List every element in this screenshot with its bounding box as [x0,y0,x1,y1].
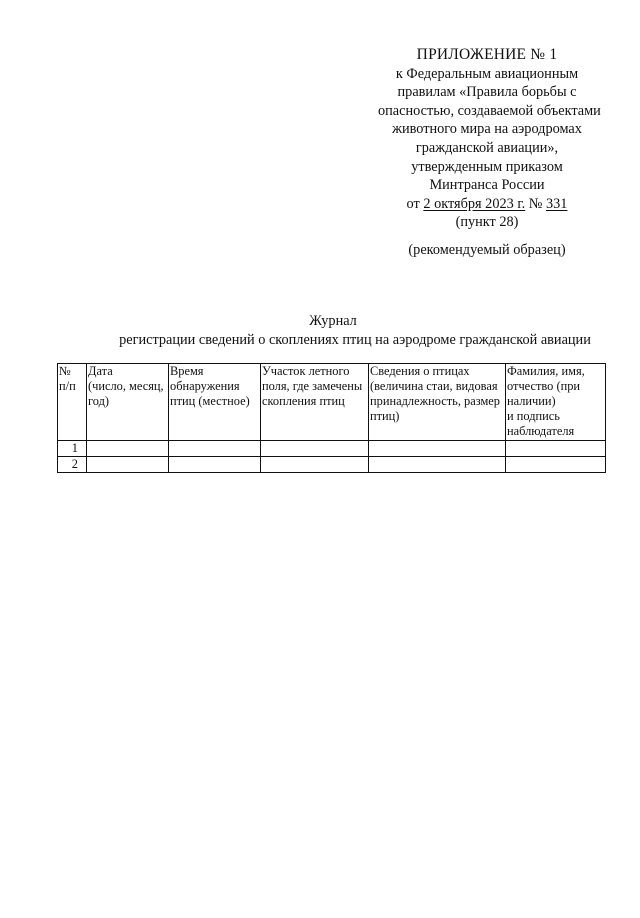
col-header-time: Время обнаружения птиц (местное) [169,364,261,441]
appendix-line: правилам «Правила борьбы с [397,84,577,101]
table-row [58,457,606,473]
appendix-block [378,46,601,232]
table-cell [87,457,169,473]
col-header-date: Дата (число, месяц, год) [87,364,169,441]
appendix-line: опасностью, создаваемой объектами [378,102,601,119]
table-cell [506,457,606,473]
order-prefix: от [406,195,424,212]
appendix-line: Минтранса России [429,177,545,194]
order-reference [378,195,596,214]
order-number-label: № [525,195,546,212]
appendix-line: утвержденным приказом [411,158,563,175]
row-number: 1 [58,441,87,457]
table-header-row [58,364,606,441]
table-cell [169,457,261,473]
journal-table [57,363,606,473]
col-header-bird-info: Сведения о птицах (величина стаи, видовая принадлежность, размер птиц) [369,364,506,441]
table-cell [261,457,369,473]
col-header-observer: Фамилия, имя, отчество (при наличии) и подпись наблюдателя [506,364,606,441]
appendix-line: животного мира на аэродромах [392,121,582,138]
journal-heading [0,312,640,350]
table-cell [261,441,369,457]
row-number: 2 [58,457,87,473]
sample-note: (рекомендуемый образец) [408,242,566,258]
appendix-line: гражданской авиации», [415,139,559,156]
order-date: 2 октября 2023 г. [423,195,526,212]
journal-title: Журнал [309,313,357,329]
order-number: 331 [545,195,568,212]
table-cell [369,441,506,457]
clause-reference: (пункт 28) [455,214,519,231]
col-header-number: № п/п [58,364,87,441]
table-cell [169,441,261,457]
appendix-line: к Федеральным авиационным [395,65,579,82]
table-cell [369,457,506,473]
col-header-area: Участок летного поля, где замечены скопления птиц [261,364,369,441]
table-row [58,441,606,457]
journal-subtitle: регистрации сведений о скоплениях птиц на аэродроме гражданской авиации [119,332,591,348]
appendix-title: ПРИЛОЖЕНИЕ № 1 [416,46,558,63]
table-cell [87,441,169,457]
table-cell [506,441,606,457]
